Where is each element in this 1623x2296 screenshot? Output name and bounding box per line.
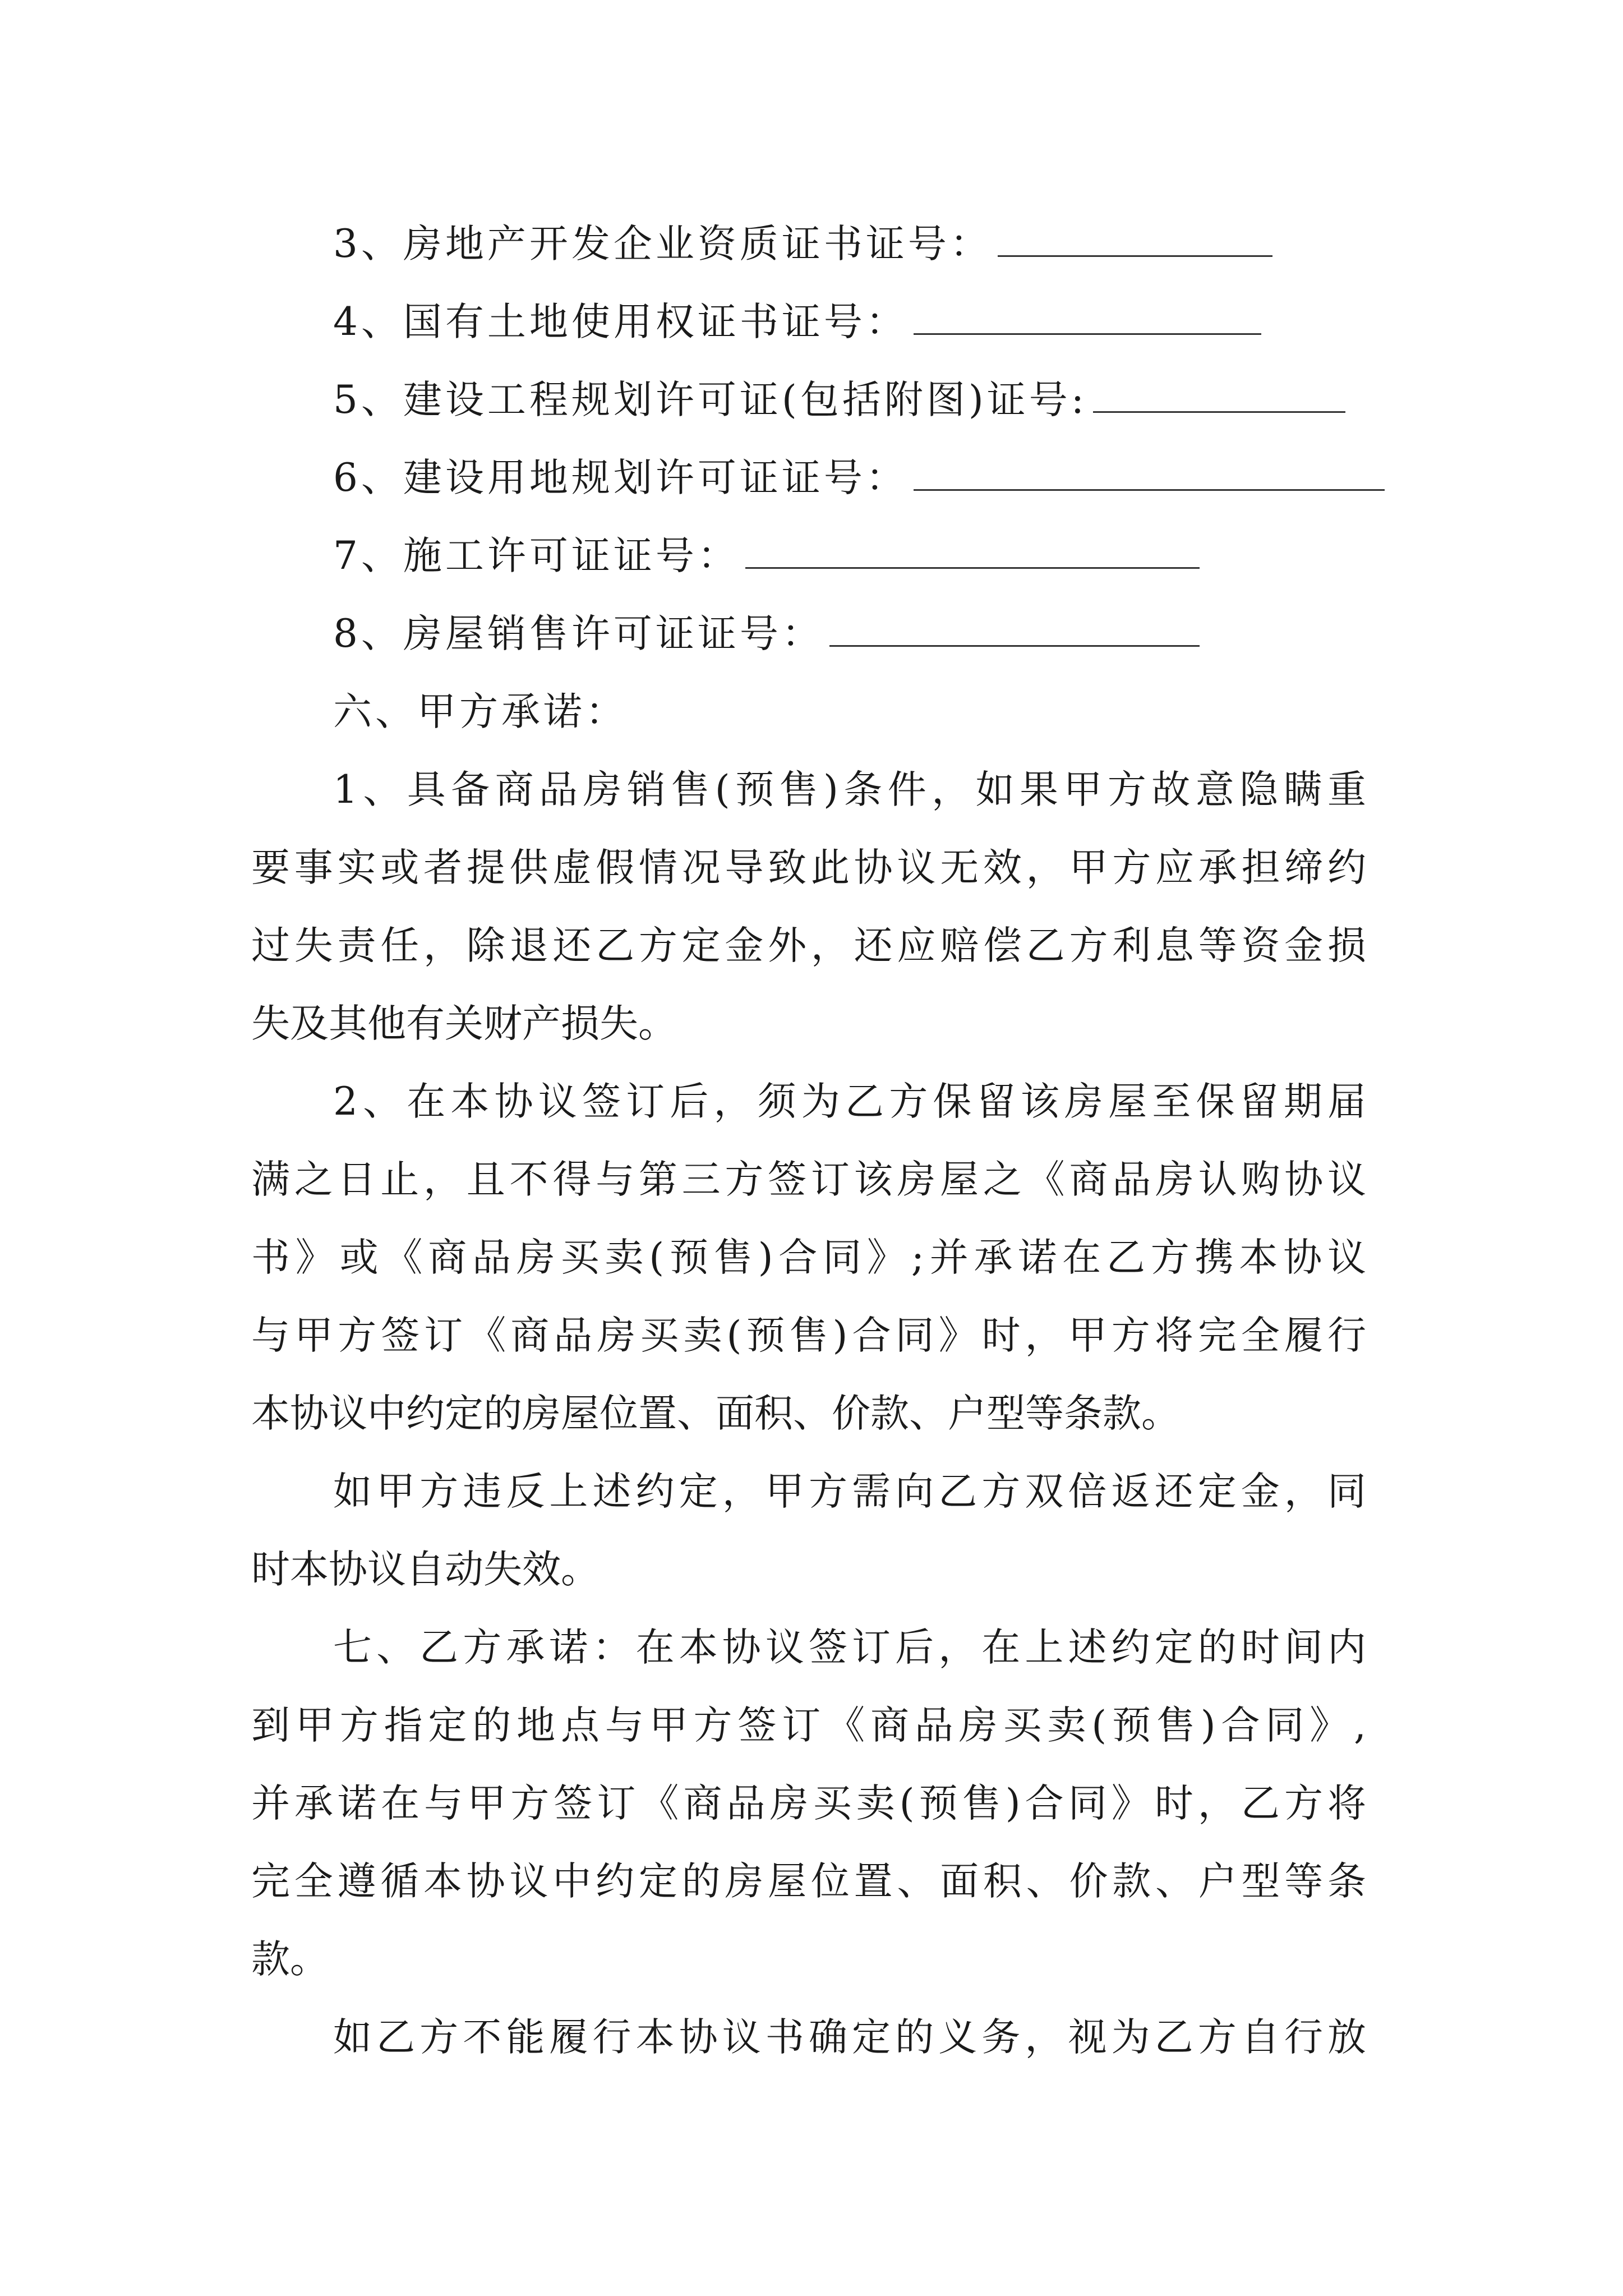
- item-4-text: 4、国有土地使用权证书证号：: [333, 300, 908, 344]
- item-7-text: 7、施工许可证证号：: [333, 533, 740, 578]
- item-6-blank-line: [914, 454, 1385, 491]
- p2-line-3: 书》或《商品房买卖(预售)合同》;并承诺在乙方携本协议: [251, 1235, 1366, 1280]
- item-8-blank-line: [829, 610, 1200, 647]
- p1-line-1: 1、具备商品房销售(预售)条件，如果甲方故意隐瞒重: [333, 767, 1366, 812]
- p4-line-2: 到甲方指定的地点与甲方签订《商品房买卖(预售)合同》,: [251, 1703, 1366, 1748]
- section-6-heading: 六、甲方承诺：: [333, 689, 628, 734]
- item-7: [333, 528, 1200, 584]
- p1-line-4: 失及其他有关财产损失。: [251, 1001, 677, 1046]
- p4-line-4: 完全遵循本协议中约定的房屋位置、面积、价款、户型等条: [251, 1859, 1366, 1904]
- p4-line-5: 款。: [251, 1937, 329, 1982]
- p4-line-3: 并承诺在与甲方签订《商品房买卖(预售)合同》时，乙方将: [251, 1781, 1366, 1826]
- p1-line-3: 过失责任，除退还乙方定金外，还应赔偿乙方利息等资金损: [251, 923, 1366, 968]
- p4-line-1: 七、乙方承诺：在本协议签订后，在上述约定的时间内: [333, 1625, 1366, 1670]
- item-3-blank-line: [998, 220, 1272, 257]
- p2-line-5: 本协议中约定的房屋位置、面积、价款、户型等条款。: [251, 1391, 1180, 1436]
- item-4: [333, 294, 1261, 350]
- item-6-text: 6、建设用地规划许可证证号：: [333, 455, 908, 500]
- item-8-text: 8、房屋销售许可证证号：: [333, 611, 824, 656]
- p3-line-1: 如甲方违反上述约定，甲方需向乙方双倍返还定金，同: [333, 1469, 1366, 1514]
- p2-line-2: 满之日止，且不得与第三方签订该房屋之《商品房认购协议: [251, 1157, 1366, 1202]
- item-4-blank-line: [914, 298, 1261, 335]
- item-8: [333, 606, 1200, 662]
- p2-line-1: 2、在本协议签订后，须为乙方保留该房屋至保留期届: [333, 1079, 1366, 1124]
- p2-line-4: 与甲方签订《商品房买卖(预售)合同》时，甲方将完全履行: [251, 1313, 1366, 1358]
- item-3: [333, 216, 1272, 272]
- item-5: [333, 372, 1345, 428]
- p5-line-1: 如乙方不能履行本协议书确定的义务，视为乙方自行放: [333, 2015, 1366, 2060]
- item-5-text: 5、建设工程规划许可证(包括附图)证号:: [333, 378, 1087, 422]
- item-3-text: 3、房地产开发企业资质证书证号：: [333, 222, 992, 266]
- item-6: [333, 450, 1385, 506]
- p3-line-2: 时本协议自动失效。: [251, 1547, 600, 1592]
- p1-line-2: 要事实或者提供虚假情况导致此协议无效，甲方应承担缔约: [251, 845, 1366, 890]
- item-5-blank-line: [1093, 376, 1345, 413]
- item-7-blank-line: [745, 532, 1200, 569]
